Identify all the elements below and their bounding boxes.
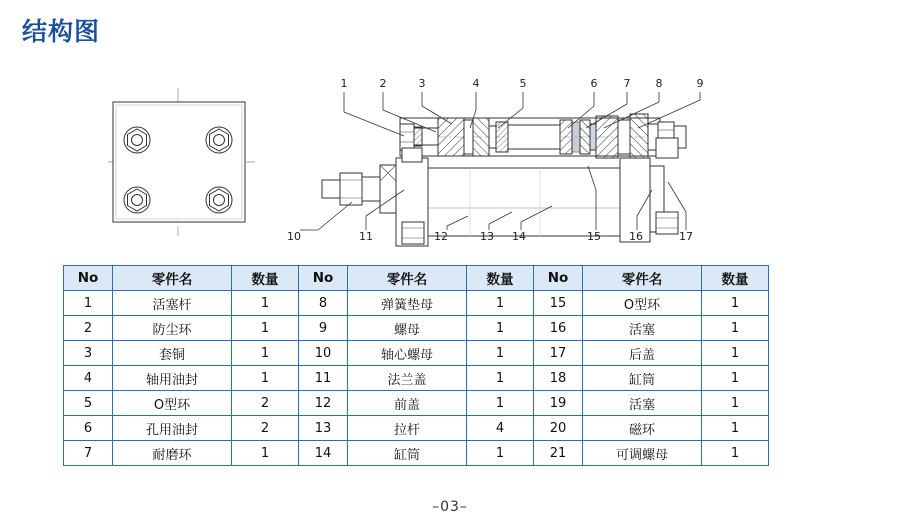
cell: 1 <box>702 391 769 416</box>
callout-9: 9 <box>696 77 704 90</box>
cell: 9 <box>299 316 348 341</box>
header-name-1: 零件名 <box>113 266 232 291</box>
cell: 耐磨环 <box>113 441 232 466</box>
cell: 17 <box>534 341 583 366</box>
header-no-3: No <box>534 266 583 291</box>
page-title: 结构图 <box>22 17 101 46</box>
cell: O型环 <box>583 291 702 316</box>
mounting-plate-view <box>108 88 255 236</box>
cell: 1 <box>467 441 534 466</box>
cell: 19 <box>534 391 583 416</box>
cell: 1 <box>467 341 534 366</box>
cell: 1 <box>232 441 299 466</box>
cell: 12 <box>299 391 348 416</box>
cell: 前盖 <box>348 391 467 416</box>
callout-11: 11 <box>359 230 373 243</box>
callout-1: 1 <box>340 77 348 90</box>
table-row <box>64 391 769 416</box>
page-number: –03– <box>432 499 468 515</box>
cell: 2 <box>232 391 299 416</box>
callout-15: 15 <box>587 230 601 243</box>
cell: 1 <box>467 366 534 391</box>
cell: 1 <box>467 391 534 416</box>
cell: 10 <box>299 341 348 366</box>
table-row <box>64 366 769 391</box>
cell: 1 <box>467 316 534 341</box>
header-no-1: No <box>64 266 113 291</box>
cell: 孔用油封 <box>113 416 232 441</box>
header-qty-1: 数量 <box>232 266 299 291</box>
cell: 1 <box>702 291 769 316</box>
cell: 18 <box>534 366 583 391</box>
table-row <box>64 316 769 341</box>
cell: 拉杆 <box>348 416 467 441</box>
hydraulic-cylinder-section-view <box>322 114 686 246</box>
header-no-2: No <box>299 266 348 291</box>
cell: 1 <box>702 366 769 391</box>
cell: 1 <box>64 291 113 316</box>
cell: 法兰盖 <box>348 366 467 391</box>
cell: 后盖 <box>583 341 702 366</box>
cell: 1 <box>702 341 769 366</box>
callout-3: 3 <box>418 77 426 90</box>
callout-16: 16 <box>629 230 643 243</box>
header-name-3: 零件名 <box>583 266 702 291</box>
cell: 20 <box>534 416 583 441</box>
cell: 7 <box>64 441 113 466</box>
cell: 4 <box>467 416 534 441</box>
cell: 缸筒 <box>348 441 467 466</box>
cell: 磁环 <box>583 416 702 441</box>
callout-numbers-top <box>341 77 704 90</box>
cell: 可调螺母 <box>583 441 702 466</box>
cell: 16 <box>534 316 583 341</box>
cell: 8 <box>299 291 348 316</box>
parts-list-table <box>63 265 769 466</box>
cell: 活塞 <box>583 316 702 341</box>
cell: 14 <box>299 441 348 466</box>
cell: 1 <box>702 441 769 466</box>
cell: 活塞 <box>583 391 702 416</box>
cell: 活塞杆 <box>113 291 232 316</box>
cell: 1 <box>232 341 299 366</box>
callout-4: 4 <box>472 77 480 90</box>
cell: 1 <box>232 316 299 341</box>
cell: 21 <box>534 441 583 466</box>
cell: 1 <box>467 291 534 316</box>
cell: 4 <box>64 366 113 391</box>
table-header-row <box>64 266 769 291</box>
table-row <box>64 441 769 466</box>
header-name-2: 零件名 <box>348 266 467 291</box>
structure-diagram <box>0 40 900 255</box>
cell: 5 <box>64 391 113 416</box>
callout-6: 6 <box>590 77 598 90</box>
table-row <box>64 291 769 316</box>
cell: 轴用油封 <box>113 366 232 391</box>
cell: 轴心螺母 <box>348 341 467 366</box>
cell: 2 <box>64 316 113 341</box>
callout-10: 10 <box>287 230 301 243</box>
cell: 1 <box>232 291 299 316</box>
cell: 1 <box>232 366 299 391</box>
table-row <box>64 341 769 366</box>
cell: 1 <box>702 416 769 441</box>
cell: 套铜 <box>113 341 232 366</box>
cell: 15 <box>534 291 583 316</box>
cell: 缸筒 <box>583 366 702 391</box>
callout-7: 7 <box>623 77 631 90</box>
cell: 2 <box>232 416 299 441</box>
cell: 13 <box>299 416 348 441</box>
cell: 1 <box>702 316 769 341</box>
callout-12: 12 <box>434 230 448 243</box>
header-qty-2: 数量 <box>467 266 534 291</box>
callout-2: 2 <box>379 77 387 90</box>
header-qty-3: 数量 <box>702 266 769 291</box>
cell: 6 <box>64 416 113 441</box>
cell: 3 <box>64 341 113 366</box>
callout-14: 14 <box>512 230 526 243</box>
callout-8: 8 <box>655 77 663 90</box>
cell: 弹簧垫母 <box>348 291 467 316</box>
callout-numbers-bottom <box>287 230 693 243</box>
cell: 螺母 <box>348 316 467 341</box>
table-row <box>64 416 769 441</box>
callout-13: 13 <box>480 230 494 243</box>
cell: O型环 <box>113 391 232 416</box>
callout-17: 17 <box>679 230 693 243</box>
cell: 11 <box>299 366 348 391</box>
cell: 防尘环 <box>113 316 232 341</box>
callout-5: 5 <box>519 77 527 90</box>
